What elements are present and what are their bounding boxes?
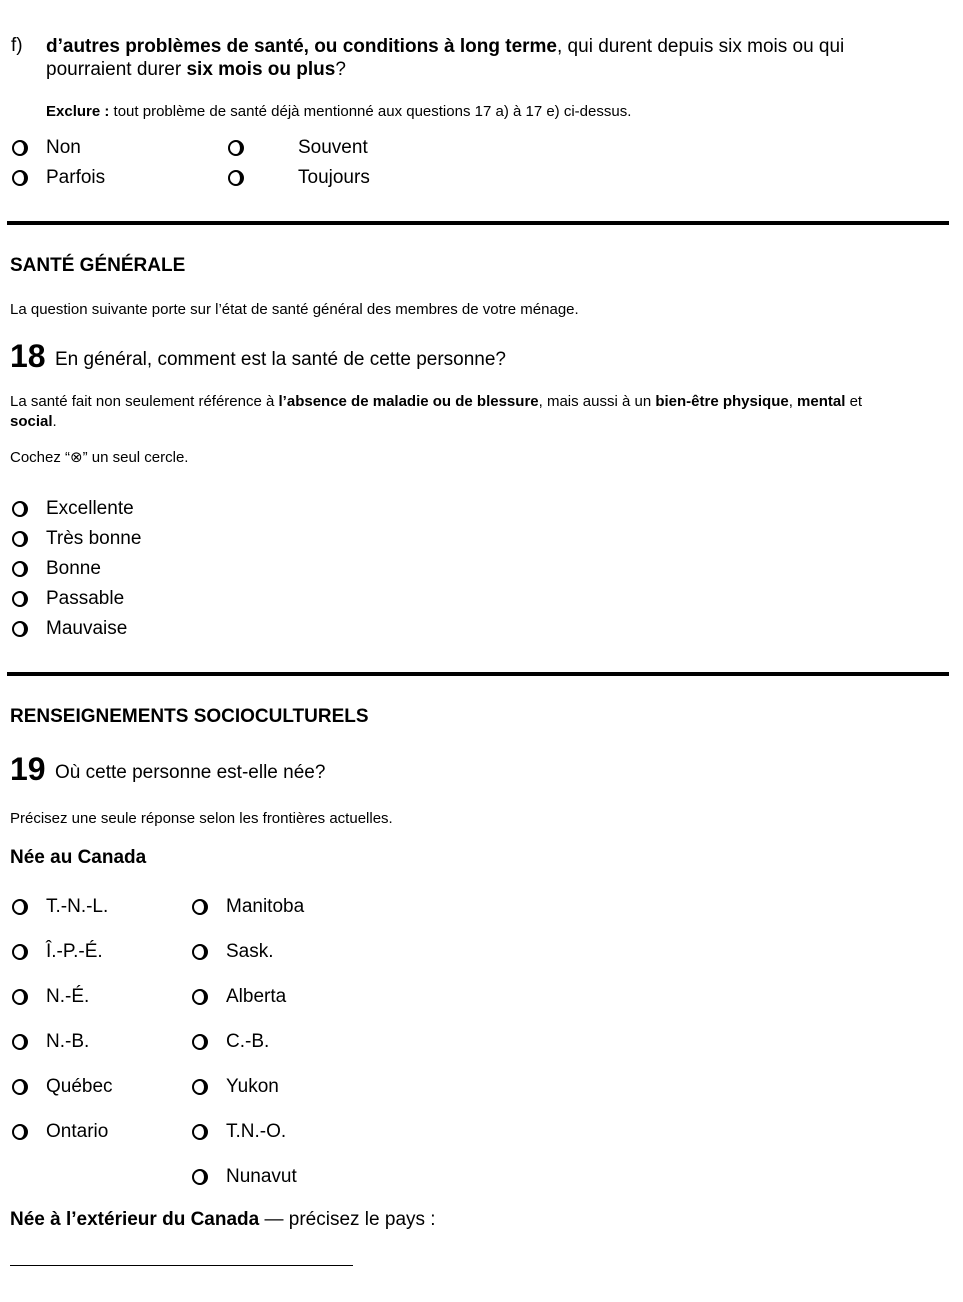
radio-label: N.-B. — [46, 1031, 90, 1052]
radio-option-excellente[interactable] — [12, 497, 134, 521]
section-divider — [7, 672, 949, 676]
birthplace-instruction: Précisez une seule réponse selon les frontières actuelles. — [10, 810, 393, 827]
section-divider — [7, 221, 949, 225]
health-definition-bold-3: mental — [797, 393, 846, 410]
exclude-label: Exclure : — [46, 103, 110, 120]
country-write-in-field[interactable] — [10, 1265, 353, 1266]
question-17f-plain-2: pourraient durer — [46, 59, 187, 80]
radio-option-nunavut[interactable] — [192, 1165, 297, 1189]
radio-circle-icon[interactable] — [12, 170, 28, 186]
question-17f-plain-3: ? — [335, 59, 346, 80]
radio-label: Très bonne — [46, 528, 142, 549]
radio-option-pei[interactable] — [12, 940, 103, 964]
radio-option-parfois[interactable] — [12, 166, 106, 190]
radio-label: Ontario — [46, 1121, 109, 1142]
question-item-letter: f) — [11, 35, 23, 56]
radio-option-sask[interactable] — [192, 940, 274, 964]
born-outside-canada-label — [10, 1209, 436, 1231]
radio-option-passable[interactable] — [12, 587, 125, 611]
born-in-canada-heading: Née au Canada — [10, 847, 147, 868]
radio-circle-icon[interactable] — [12, 140, 28, 156]
radio-option-nb[interactable] — [12, 1030, 90, 1054]
radio-circle-icon[interactable] — [12, 531, 28, 547]
question-text: En général, comment est la santé de cette personne? — [55, 349, 506, 370]
radio-label: Mauvaise — [46, 618, 128, 639]
radio-circle-icon[interactable] — [12, 1079, 28, 1095]
radio-option-bc[interactable] — [192, 1030, 270, 1054]
radio-circle-icon[interactable] — [12, 621, 28, 637]
radio-label: Non — [46, 137, 81, 158]
exclude-note — [46, 103, 631, 120]
radio-option-mauvaise[interactable] — [12, 617, 128, 641]
radio-label: Passable — [46, 588, 125, 609]
radio-circle-icon[interactable] — [12, 561, 28, 577]
health-definition-bold-4: social — [10, 413, 53, 430]
exclude-text: tout problème de santé déjà mentionné aux questions 17 a) à 17 e) ci-dessus. — [109, 103, 632, 120]
radio-label: Sask. — [226, 941, 274, 962]
radio-circle-icon[interactable] — [12, 1124, 28, 1140]
radio-circle-icon[interactable] — [192, 1124, 208, 1140]
radio-circle-icon[interactable] — [192, 899, 208, 915]
radio-circle-icon[interactable] — [228, 170, 244, 186]
radio-option-yukon[interactable] — [192, 1075, 279, 1099]
radio-option-alberta[interactable] — [192, 985, 287, 1009]
radio-option-toujours[interactable] — [228, 166, 370, 190]
question-17f-text — [46, 35, 926, 81]
radio-circle-icon[interactable] — [192, 1079, 208, 1095]
radio-circle-icon[interactable] — [192, 1169, 208, 1185]
radio-circle-icon[interactable] — [192, 1034, 208, 1050]
question-number: 18 — [10, 338, 46, 374]
radio-label: C.-B. — [226, 1031, 270, 1052]
born-outside-plain: — précisez le pays : — [259, 1209, 436, 1230]
radio-circle-icon[interactable] — [12, 1034, 28, 1050]
radio-circle-icon[interactable] — [12, 899, 28, 915]
radio-option-manitoba[interactable] — [192, 895, 305, 919]
radio-label: Parfois — [46, 167, 106, 188]
health-definition-plain-2: , mais aussi à un — [538, 393, 656, 410]
radio-option-nl[interactable] — [12, 895, 109, 919]
radio-label: Yukon — [226, 1076, 279, 1097]
question-number: 19 — [10, 751, 46, 787]
radio-option-nwt[interactable] — [192, 1120, 287, 1144]
question-17f-plain-1: , qui durent depuis six mois ou qui — [557, 36, 845, 57]
radio-label: T.N.-O. — [226, 1121, 287, 1142]
radio-label: Nunavut — [226, 1166, 297, 1187]
radio-label: Souvent — [298, 137, 368, 158]
radio-circle-icon[interactable] — [12, 944, 28, 960]
radio-label: Manitoba — [226, 896, 305, 917]
radio-circle-icon[interactable] — [192, 989, 208, 1005]
section-title-general-health: SANTÉ GÉNÉRALE — [10, 255, 186, 276]
health-definition-bold-2: bien-être physique — [655, 393, 789, 410]
radio-option-ns[interactable] — [12, 985, 90, 1009]
health-definition-bold-1: l’absence de maladie ou de blessure — [278, 393, 539, 410]
radio-option-bonne[interactable] — [12, 557, 101, 581]
health-definition — [10, 392, 940, 432]
question-text: Où cette personne est-elle née? — [55, 762, 326, 783]
health-definition-plain-4: et — [845, 393, 863, 410]
born-outside-bold: Née à l’extérieur du Canada — [10, 1209, 260, 1230]
radio-option-souvent[interactable] — [228, 136, 368, 160]
radio-label: Québec — [46, 1076, 113, 1097]
section-intro: La question suivante porte sur l’état de santé général des membres de votre ménage. — [10, 301, 579, 318]
radio-circle-icon[interactable] — [12, 501, 28, 517]
radio-circle-icon[interactable] — [228, 140, 244, 156]
health-definition-plain-5: . — [52, 413, 57, 430]
radio-label: Î.-P.-É. — [46, 941, 103, 962]
radio-label: Excellente — [46, 498, 134, 519]
radio-label: Toujours — [298, 167, 370, 188]
question-17f-bold-2: six mois ou plus — [186, 59, 336, 80]
radio-circle-icon[interactable] — [192, 944, 208, 960]
radio-label: Bonne — [46, 558, 101, 579]
check-instruction: Cochez “⊗” un seul cercle. — [10, 449, 189, 466]
radio-label: T.-N.-L. — [46, 896, 109, 917]
radio-label: Alberta — [226, 986, 287, 1007]
radio-option-ontario[interactable] — [12, 1120, 109, 1144]
health-definition-plain-1: La santé fait non seulement référence à — [10, 393, 279, 410]
radio-label: N.-É. — [46, 986, 90, 1007]
radio-circle-icon[interactable] — [12, 591, 28, 607]
radio-option-non[interactable] — [12, 136, 81, 160]
question-17f-bold-1: d’autres problèmes de santé, ou conditions à long terme — [46, 36, 557, 57]
radio-option-quebec[interactable] — [12, 1075, 113, 1099]
section-title-sociocultural: RENSEIGNEMENTS SOCIOCULTURELS — [10, 706, 369, 727]
health-definition-plain-3: , — [788, 393, 798, 410]
radio-option-tres-bonne[interactable] — [12, 527, 142, 551]
radio-circle-icon[interactable] — [12, 989, 28, 1005]
